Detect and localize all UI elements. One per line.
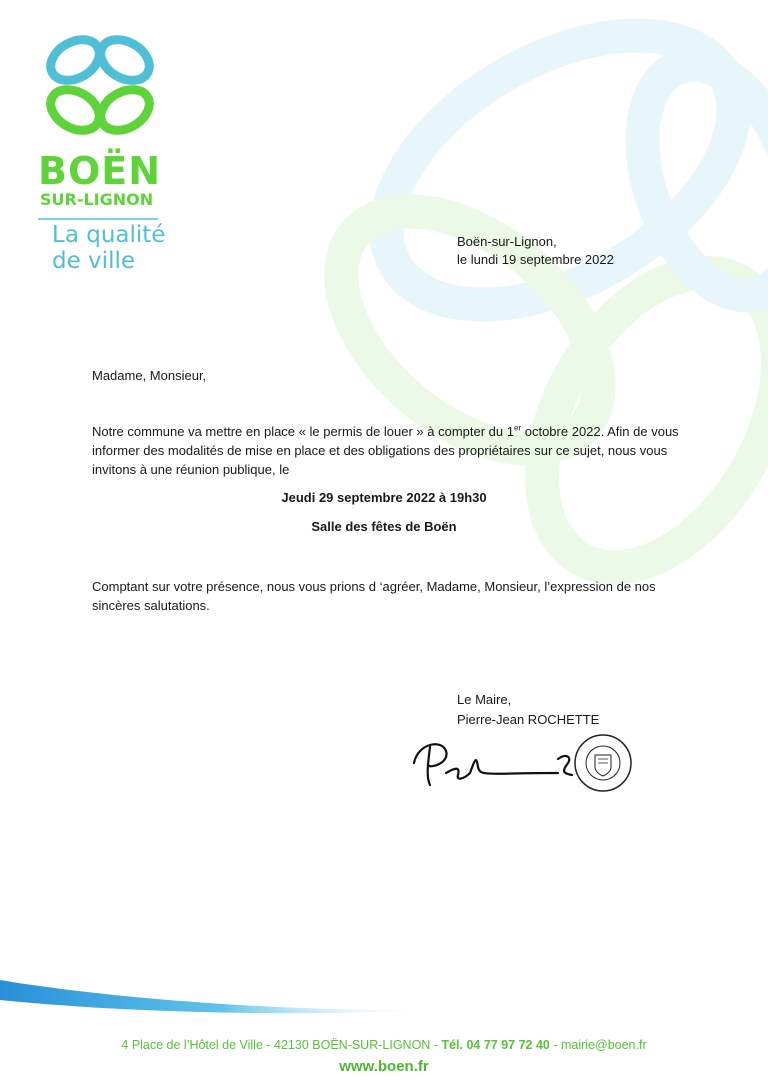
signer-name: Pierre-Jean ROCHETTE bbox=[457, 712, 600, 727]
body-ordinal-suffix: er bbox=[514, 423, 522, 433]
letter-place: Boën-sur-Lignon, bbox=[457, 234, 557, 249]
event-date: Jeudi 29 septembre 2022 à 19h30 bbox=[281, 490, 487, 505]
signature-and-stamp bbox=[408, 733, 638, 793]
footer-email[interactable]: - mairie@boen.fr bbox=[549, 1038, 647, 1052]
letter-closing: Comptant sur votre présence, nous vous prions d ‘agréer, Madame, Monsieur, l’expression de nos sincères salutations. bbox=[92, 579, 656, 613]
footer-address-line bbox=[0, 1037, 768, 1053]
event-place: Salle des fêtes de Boën bbox=[311, 519, 457, 534]
municipal-logo bbox=[30, 28, 170, 278]
footer-phone: Tél. 04 77 97 72 40 bbox=[441, 1038, 550, 1052]
footer-address: 4 Place de l’Hôtel de Ville - 42130 BOËN-SUR-LIGNON - bbox=[121, 1038, 442, 1052]
body-text-part1: Notre commune va mettre en place « le permis de louer » à compter du 1 bbox=[92, 424, 514, 439]
municipal-stamp-icon bbox=[575, 735, 631, 791]
signer-title: Le Maire, bbox=[457, 692, 512, 707]
place-date-block bbox=[457, 233, 614, 269]
clover-icon bbox=[30, 28, 170, 148]
letter-greeting: Madame, Monsieur, bbox=[92, 368, 207, 383]
handwritten-signature bbox=[414, 744, 572, 785]
letter-body-paragraph bbox=[92, 422, 692, 479]
logo-name: BOËN bbox=[38, 149, 162, 193]
logo-tagline-line2: de ville bbox=[52, 248, 135, 274]
signoff-block bbox=[457, 690, 599, 730]
logo-subname: SUR-LIGNON bbox=[40, 190, 154, 209]
body-text-part2: octobre 2022. Afin de vous informer des modalités de mise en place et des obligations des propriétaires sur ce sujet, nous vous invitons à une réunion publique, le bbox=[92, 424, 679, 477]
logo-tagline-line1: La qualité bbox=[52, 222, 166, 248]
footer-wave bbox=[0, 970, 768, 1030]
footer-website[interactable]: www.boen.fr bbox=[339, 1058, 429, 1075]
letter-date: le lundi 19 septembre 2022 bbox=[457, 252, 614, 267]
